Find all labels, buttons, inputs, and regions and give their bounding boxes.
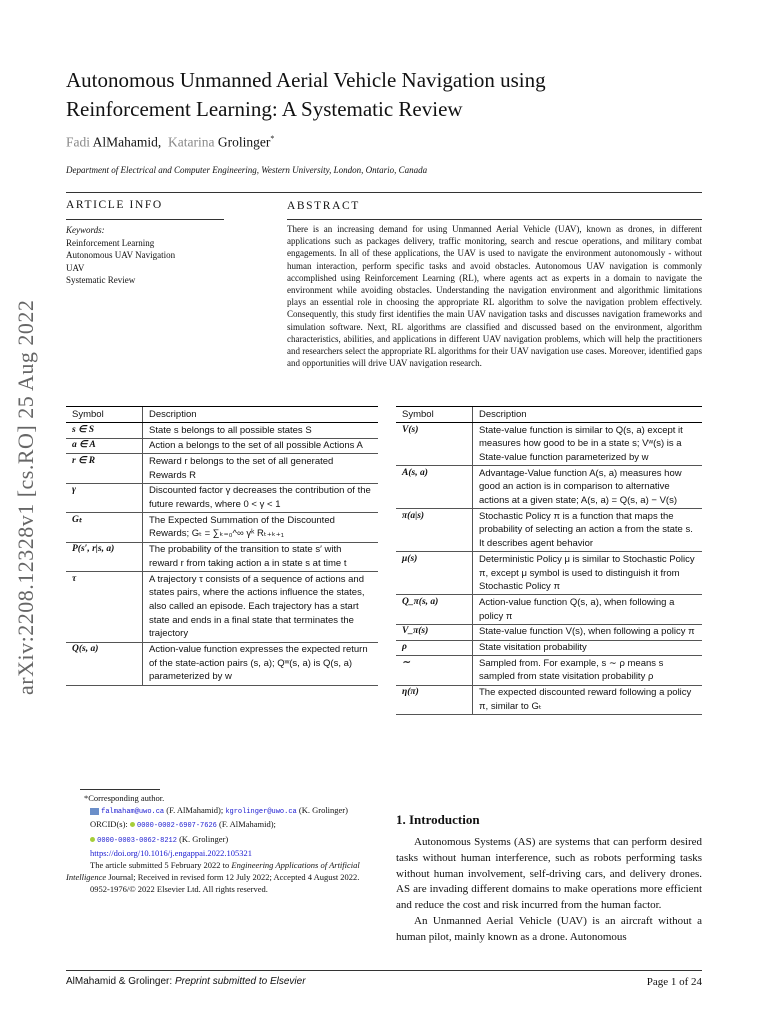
page-number: Page 1 of 24 (646, 976, 702, 988)
symbol-cell: a ∈ A (66, 438, 143, 454)
symbol-cell: s ∈ S (66, 423, 143, 439)
author-1-first: Fadi (66, 134, 91, 150)
title-line-1: Autonomous Unmanned Aerial Vehicle Navigation using (66, 68, 546, 92)
description-cell: Advantage-Value function A(s, a) measures how good an action is in comparison to alternative actions at a given state; A(s, a) = Q(s, a) − V(s) (473, 466, 703, 509)
introduction-text (396, 835, 702, 946)
symbol-cell: ∼ (396, 656, 473, 685)
symbol-cell: γ (66, 483, 143, 512)
keyword-item: Reinforcement Learning (66, 237, 155, 248)
email-link-1[interactable]: falmaham@uwo.ca (101, 808, 165, 817)
description-cell: State s belongs to all possible states S (143, 423, 379, 439)
keyword-item: Autonomous UAV Navigation (66, 250, 176, 260)
corresponding-note: *Corresponding author. (84, 793, 165, 803)
abstract-heading: ABSTRACT (287, 200, 360, 212)
footer-preprint: Preprint submitted to Elsevier (174, 976, 306, 987)
table-row (66, 572, 378, 643)
description-cell: Action a belongs to the set of all possible Actions A (143, 438, 379, 454)
orcid-link-1[interactable]: 0000-0002-6907-7626 (137, 822, 217, 831)
symbol-cell: π(a|s) (396, 509, 473, 552)
description-cell: Sampled from. For example, s ∼ ρ means s sampled from state visitation probability ρ (473, 656, 703, 685)
footnotes (66, 792, 378, 896)
table-row (66, 642, 378, 685)
table-row (396, 624, 702, 640)
table-row (396, 595, 702, 624)
article-info-rule (66, 219, 224, 220)
abstract-text: There is an increasing demand for using Unmanned Aerial Vehicle (UAV), known as drones, in different applications such as packages delivery, traffic monitoring, search and rescue operations, and military combat engagements. In all of these applications, the UAV is used to navigate the environment autonomously - without human interaction, perform specific tasks and avoid obstacles. Autonomous UAV navigation is commonly accomplished using Reinforcement Learning (RL), where agents act as experts in a domain to navigate the environment while avoiding obstacles. Understanding the navigation environment and algorithmic limitations plays an essential role in choosing the appropriate RL algorithm to solve the navigation problem effectively. Consequently, this study first identifies the main UAV navigation tasks and discusses navigation frameworks and simulation software. Next, RL algorithms are classified and discussed based on the environment, algorithm characteristics, abilities, and applications in different UAV navigation problems, which will help the practitioners and researchers select the appropriate RL algorithms for their UAV navigation use cases. Moreover, identified gaps and opportunities will drive UAV navigation research. (287, 224, 702, 369)
notation-table-left (66, 406, 378, 686)
email-1-name: (F. AlMahamid); (164, 805, 226, 816)
description-cell: Reward r belongs to the set of all generated Rewards R (143, 454, 379, 483)
symbol-cell: V_π(s) (396, 624, 473, 640)
title-line-2: Reinforcement Learning: A Systematic Review (66, 97, 463, 121)
submitted-pre: The article submitted 5 February 2022 to (90, 860, 232, 871)
table-row (66, 513, 378, 542)
table-row (66, 423, 378, 439)
symbol-cell: V(s) (396, 423, 473, 466)
table-row (66, 454, 378, 483)
section-heading-introduction: 1. Introduction (396, 812, 480, 827)
table-row (66, 438, 378, 454)
email-2-name: (K. Grolinger) (296, 805, 348, 816)
table-row (396, 423, 702, 466)
description-cell: Action-value function expresses the expected return of the state-action pairs (s, a); Qʷ(s, a) is Q(s, a) parameterized by w (143, 642, 379, 685)
email-link-2[interactable]: kgrolinger@uwo.ca (225, 808, 297, 817)
table-row (66, 542, 378, 571)
description-cell: Deterministic Policy μ is similar to Stochastic Policy π, except μ symbol is used to distinguish it from Stochastic Policy π (473, 552, 703, 595)
table-row (66, 483, 378, 512)
description-cell: State-value function is similar to Q(s, a) except it measures how good to be in a state s; Vʷ(s) is a State-value function parameterized by w (473, 423, 703, 466)
symbol-cell: P(s′, r|s, a) (66, 542, 143, 571)
abstract-rule (287, 219, 702, 220)
table-row (396, 466, 702, 509)
description-cell: The Expected Summation of the Discounted Rewards; Gₜ = ∑ₖ₌₀^∞ γᵏ Rₜ₊ₖ₊₁ (143, 513, 379, 542)
symbol-cell: μ(s) (396, 552, 473, 595)
doi-link[interactable]: https://doi.org/10.1016/j.engappai.2022.105321 (90, 847, 253, 858)
description-cell: The expected discounted reward following a policy π, similar to Gₜ (473, 685, 703, 714)
symbol-cell: τ (66, 572, 143, 643)
footnote-rule (80, 789, 160, 790)
description-cell: State visitation probability (473, 640, 703, 656)
author-1-last: AlMahamid (92, 134, 158, 150)
affiliation: Department of Electrical and Computer Engineering, Western University, London, Ontario, Canada (66, 165, 428, 175)
table-row (396, 685, 702, 714)
paragraph: Autonomous Systems (AS) are systems that can perform desired tasks without human interference, such as robots performing tasks without human involvement, self-driving cars, and delivery drones. AS are invading different domains to make operations more efficient and reduce the cost and risk incurred from the human factor. (396, 836, 702, 912)
header-rule (66, 192, 702, 193)
symbol-cell: r ∈ R (66, 454, 143, 483)
arxiv-stamp: arXiv:2208.12328v1 [cs.RO] 25 Aug 2022 (13, 299, 38, 695)
description-header: Description (473, 407, 703, 423)
symbol-cell: Q_π(s, a) (396, 595, 473, 624)
symbol-header: Symbol (396, 407, 473, 423)
description-cell: The probability of the transition to state s′ with reward r from taking action a in state s at time t (143, 542, 379, 571)
keyword-item: Systematic Review (66, 275, 136, 285)
description-header: Description (143, 407, 379, 423)
keywords-label: Keywords: (66, 225, 105, 235)
orcid-link-2[interactable]: 0000-0003-0062-8212 (97, 836, 177, 845)
orcid-2-name: (K. Grolinger) (176, 833, 229, 844)
description-cell: State-value function V(s), when following a policy π (473, 624, 703, 640)
keywords-block (66, 224, 175, 287)
footer-left (66, 976, 306, 987)
footer-rule (66, 970, 702, 971)
table-row (396, 640, 702, 656)
description-cell: Stochastic Policy π is a function that maps the probability of selecting an action a from the state s. It describes agent behavior (473, 509, 703, 552)
email-icon (90, 808, 99, 815)
paragraph: An Unmanned Aerial Vehicle (UAV) is an aircraft without a human pilot, mainly known as a drone. Autonomous (396, 914, 702, 943)
table-header-row (396, 407, 702, 423)
corresponding-mark: * (270, 134, 275, 143)
symbol-cell: ρ (396, 640, 473, 656)
symbol-cell: A(s, a) (396, 466, 473, 509)
keyword-item: UAV (66, 262, 85, 273)
description-cell: A trajectory τ consists of a sequence of actions and states pairs, where the actions influence the states, also called an episode. Each trajectory has a start state and ends in a final state that terminates the trajectory (143, 572, 379, 643)
author-list: Fadi AlMahamid, Katarina Grolinger* (66, 134, 275, 150)
notation-table-right (396, 406, 702, 715)
symbol-cell: Gₜ (66, 513, 143, 542)
symbol-cell: η(π) (396, 685, 473, 714)
submitted-post: Journal; Received in revised form 12 July 2022; Accepted 4 August 2022. (106, 872, 360, 883)
table-row (396, 509, 702, 552)
orcid-icon (130, 822, 135, 827)
symbol-header: Symbol (66, 407, 143, 423)
table-row (396, 656, 702, 685)
copyright: 0952-1976/© 2022 Elsevier Ltd. All rights reserved. (90, 884, 268, 895)
table-header-row (66, 407, 378, 423)
orcid-label: ORCID(s): (90, 819, 130, 830)
author-2-last: Grolinger (217, 134, 271, 150)
paper-title (66, 66, 706, 124)
description-cell: Action-value function Q(s, a), when following a policy π (473, 595, 703, 624)
orcid-1-name: (F. AlMahamid); (216, 819, 276, 830)
orcid-icon (90, 837, 95, 842)
table-row (396, 552, 702, 595)
description-cell: Discounted factor γ decreases the contribution of the future rewards, where 0 < γ < 1 (143, 483, 379, 512)
article-info-heading: ARTICLE INFO (66, 199, 163, 211)
author-2-first: Katarina (168, 134, 215, 150)
journal-name: Engineering Applications of Artificial Intelligence (66, 860, 360, 883)
symbol-cell: Q(s, a) (66, 642, 143, 685)
footer-authors: AlMahamid & Grolinger: (66, 976, 175, 987)
